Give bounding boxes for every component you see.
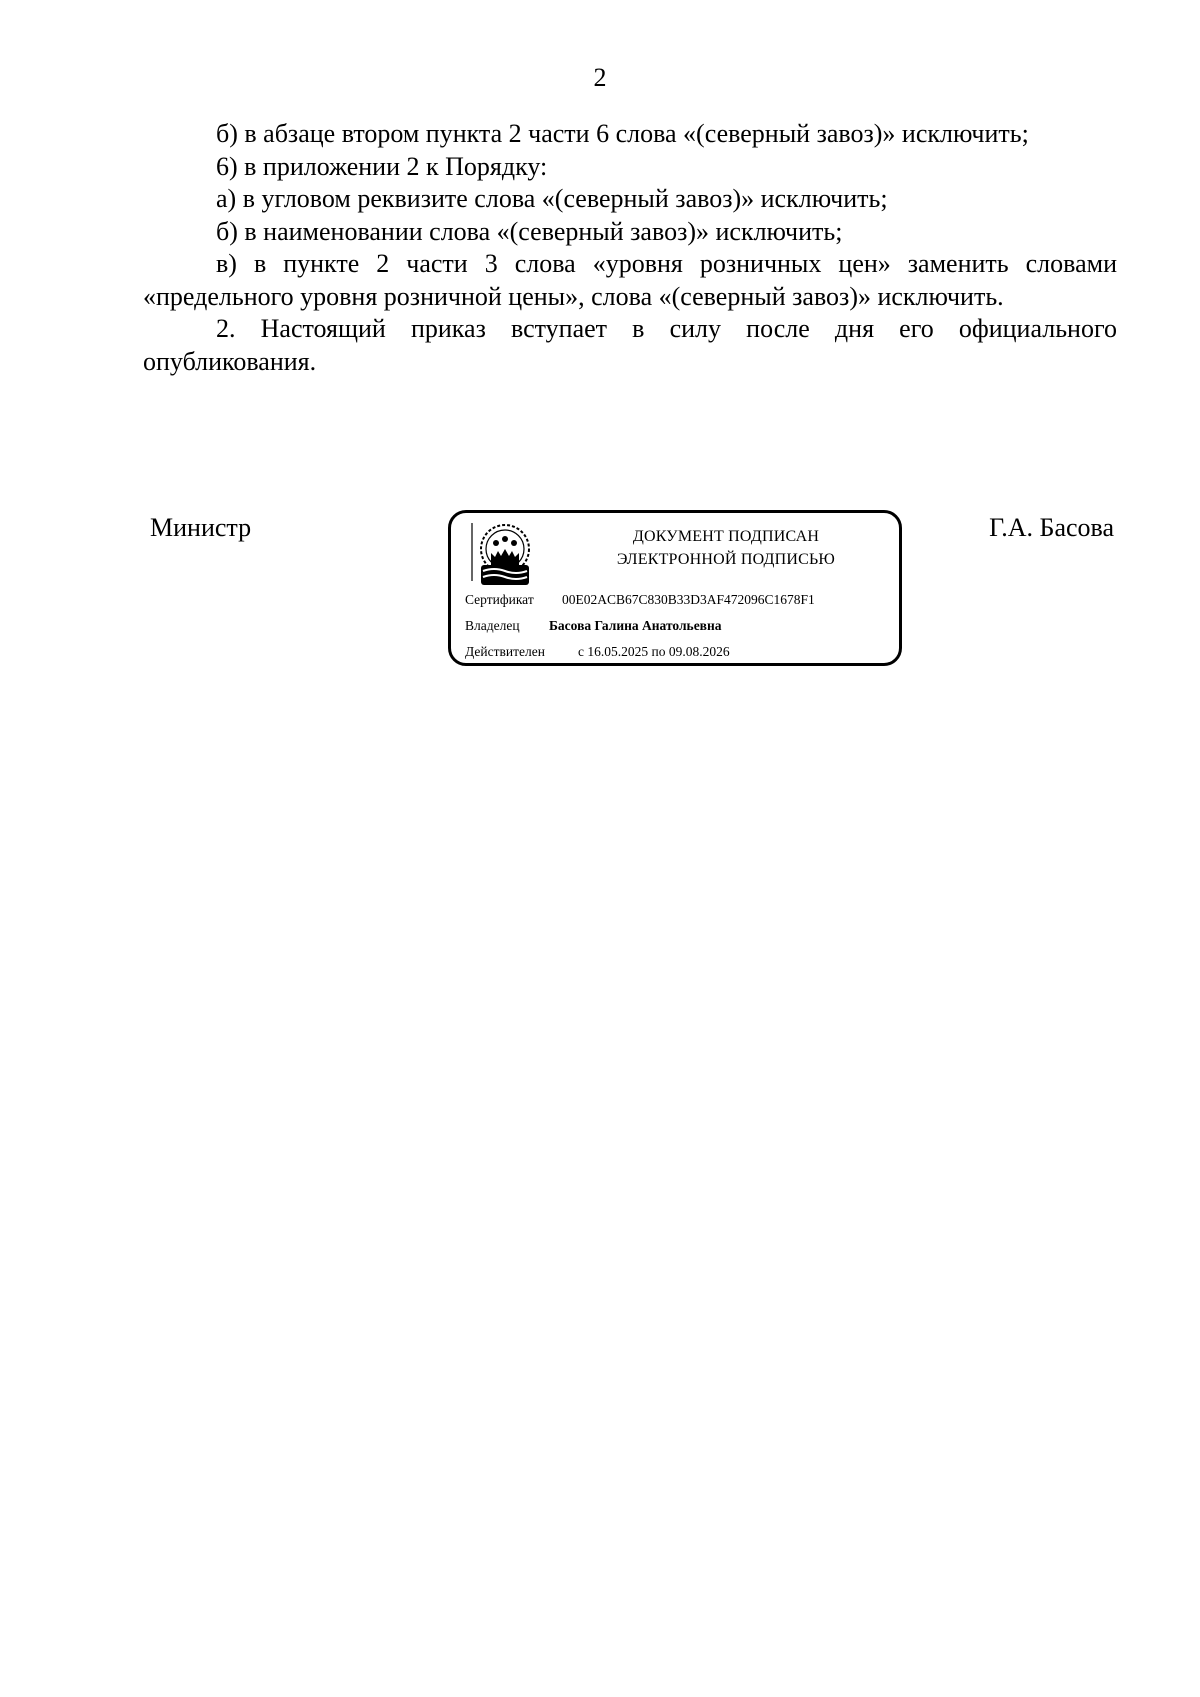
signatory-name: Г.А. Басова — [989, 513, 1114, 542]
stamp-title-line-2: ЭЛЕКТРОННОЙ ПОДПИСЬЮ — [616, 551, 836, 568]
coat-of-arms-icon — [467, 521, 537, 591]
certificate-value: 00E02ACB67C830B33D3AF472096C1678F1 — [562, 592, 815, 607]
stamp-title-line-1: ДОКУМЕНТ ПОДПИСАН — [632, 528, 820, 545]
validity-row — [465, 643, 730, 661]
stamp-title — [561, 525, 891, 571]
paragraph-2: 6) в приложении 2 к Порядку: — [216, 151, 548, 181]
owner-value: Басова Галина Анатольевна — [549, 618, 722, 633]
validity-label: Действителен — [465, 644, 545, 659]
certificate-row — [465, 591, 815, 609]
owner-label: Владелец — [465, 618, 520, 633]
paragraph-3: а) в угловом реквизите слова «(северный завоз)» исключить; — [216, 184, 888, 213]
document-body — [143, 118, 1117, 378]
validity-value: с 16.05.2025 по 09.08.2026 — [578, 644, 730, 659]
page-number: 2 — [593, 63, 607, 92]
owner-row — [465, 617, 722, 635]
paragraph-1: б) в абзаце втором пункта 2 части 6 слова «(северный завоз)» исключить; — [216, 119, 1029, 148]
paragraph-5: в) в пункте 2 части 3 слова «уровня розничных цен» заменить словами «предельного уровня розничной цены», слова «(северный завоз)» исключить. — [143, 249, 1117, 311]
electronic-signature-stamp — [448, 510, 902, 666]
paragraph-6: 2. Настоящий приказ вступает в силу после дня его официального опубликования. — [143, 314, 1117, 376]
paragraph-4: б) в наименовании слова «(северный завоз)» исключить; — [216, 216, 843, 246]
certificate-label: Сертификат — [465, 592, 534, 607]
signatory-position: Министр — [150, 513, 252, 542]
